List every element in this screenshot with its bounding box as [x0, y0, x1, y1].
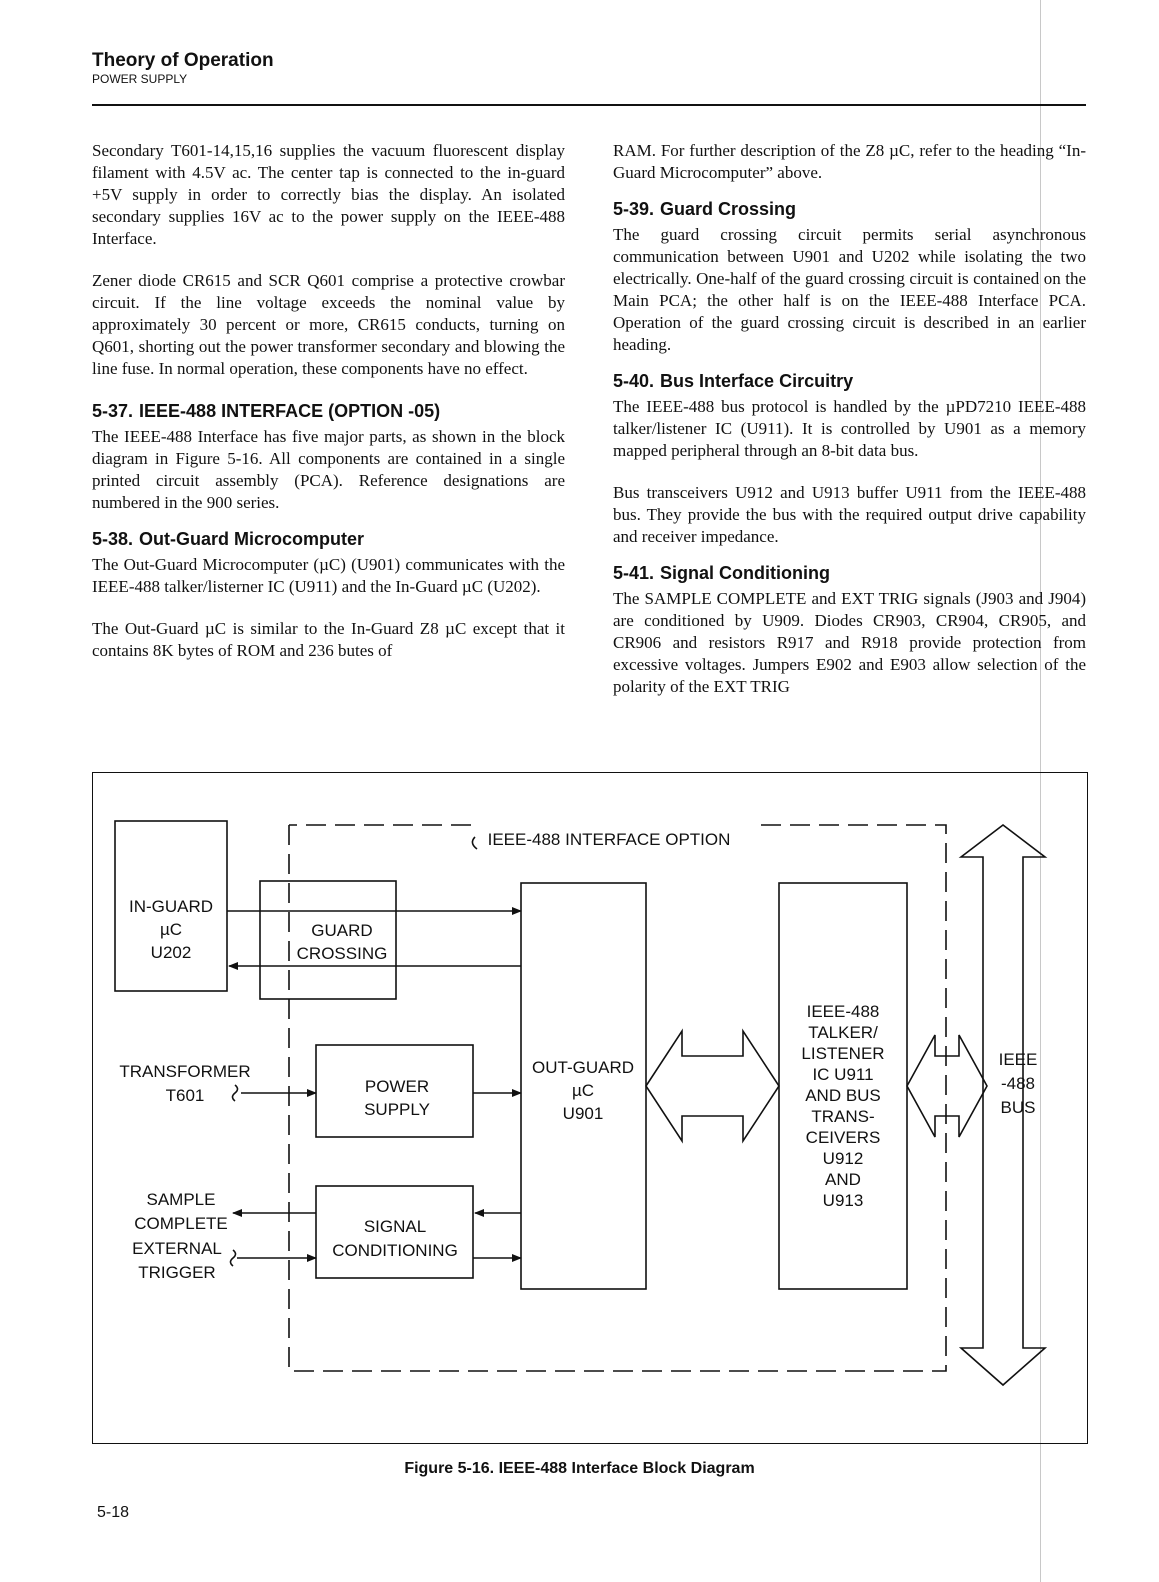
talker-label: TALKER/ [808, 1023, 878, 1042]
section-title: Signal Conditioning [660, 563, 831, 583]
talker-label: U912 [822, 1149, 864, 1168]
guard-crossing-label: GUARD [311, 921, 373, 940]
section-number: 5-40. [613, 371, 655, 391]
transformer-label: TRANSFORMER [119, 1062, 251, 1081]
transformer-label: T601 [165, 1086, 205, 1105]
option-label-mark [472, 837, 477, 849]
paragraph: The SAMPLE COMPLETE and EXT TRIG signals (J903 and J904) are conditioned by U909. Diodes CR903, CR904, CR905, and CR906 and resistors R917 and R918 provide protection from excessive voltages. Jumpers E902 and E903 allow selection of the polarity of the EXT TRIG [613, 589, 1086, 696]
talker-label: TRANS- [811, 1107, 875, 1126]
talker-label: LISTENER [801, 1044, 885, 1063]
outguard-label: µC [571, 1081, 595, 1100]
bus-label: IEEE [998, 1050, 1038, 1069]
page-number: 5-18 [97, 1504, 130, 1521]
section-number: 5-37. [92, 401, 134, 421]
paragraph: The guard crossing circuit permits serial asynchronous communication between U901 and U202 while isolating the two electrically. One-half of the guard crossing circuit is contained on the Main PCA; the other half is on the IEEE-488 Interface PCA. Operation of the guard crossing circuit is described in an earlier heading. [613, 225, 1086, 354]
section-number: 5-38. [92, 529, 134, 549]
bus-label: -488 [1000, 1074, 1036, 1093]
right-column [613, 140, 1086, 718]
paragraph: The Out-Guard µC is similar to the In-Guard Z8 µC except that it contains 8K bytes of ROM and 236 butes of [92, 619, 565, 660]
block-diagram [93, 773, 1087, 1443]
section-title: IEEE-488 INTERFACE (OPTION -05) [139, 401, 441, 421]
guard-crossing-label: CROSSING [296, 944, 388, 963]
signal-conditioning-label: CONDITIONING [332, 1241, 458, 1260]
outguard-label: U901 [562, 1104, 604, 1123]
guard-crossing-block [260, 881, 396, 999]
paragraph: The IEEE-488 bus protocol is handled by the µPD7210 IEEE-488 talker/listener IC (U911). It is controlled by U901 as a memory mapped peripheral through an 8-bit data bus. [613, 397, 1086, 460]
talker-label: IEEE-488 [806, 1002, 880, 1021]
talker-label: AND [825, 1170, 861, 1189]
talker-label: U913 [822, 1191, 864, 1210]
paragraph: The IEEE-488 Interface has five major parts, as shown in the block diagram in Figure 5-16. All components are contained in a single printed circuit assembly (PCA). Reference designations are numbered in the 900 series. [92, 427, 565, 512]
bus-arrow-talker-bus [907, 1035, 987, 1137]
sample-label: COMPLETE [134, 1214, 228, 1233]
outguard-label: OUT-GUARD [532, 1058, 634, 1077]
talker-label: CEIVERS [805, 1128, 881, 1147]
header-rule [92, 104, 1086, 106]
paragraph: Zener diode CR615 and SCR Q601 comprise a protective crowbar circuit. If the line voltage exceeds the nominal value by approximately 30 percent or more, CR615 conducts, turning on Q601, shorting out the power transformer secondary and blowing the line fuse. In normal operation, these components have no effect. [92, 271, 565, 378]
header-title: Theory of Operation [92, 50, 274, 71]
paragraph: Secondary T601-14,15,16 supplies the vacuum fluorescent display filament with 4.5V ac. The center tap is connected to the in-guard +5V supply in order to correctly bias the display. An isolated secondary supplies 16V ac to the power supply on the IEEE-488 Interface. [92, 141, 565, 248]
block-diagram-figure [92, 772, 1088, 1444]
section-number: 5-41. [613, 563, 655, 583]
section-title: Bus Interface Circuitry [660, 371, 854, 391]
external-label: EXTERNAL [132, 1239, 222, 1258]
power-supply-label: SUPPLY [364, 1100, 430, 1119]
sample-label: SAMPLE [146, 1190, 216, 1209]
left-column [92, 140, 565, 682]
bus-arrow-outguard-talker [646, 1031, 779, 1141]
transformer-connector [233, 1085, 238, 1101]
inguard-label: IN-GUARD [128, 897, 214, 916]
section-title: Out-Guard Microcomputer [139, 529, 365, 549]
figure-caption: Figure 5-16. IEEE-488 Interface Block Diagram [404, 1460, 755, 1477]
section-heading [92, 400, 565, 422]
inguard-label: µC [159, 920, 183, 939]
power-supply-label: POWER [364, 1077, 430, 1096]
talker-label: AND BUS [805, 1086, 881, 1105]
paragraph: The Out-Guard Microcomputer (µC) (U901) communicates with the IEEE-488 talker/listerner IC (U911) and the In-Guard µC (U202). [92, 555, 565, 596]
bus-label: BUS [1000, 1098, 1036, 1117]
inguard-label: U202 [150, 943, 192, 962]
section-heading [613, 562, 1086, 584]
signal-conditioning-label: SIGNAL [363, 1217, 427, 1236]
section-title: Guard Crossing [660, 199, 797, 219]
section-heading [613, 370, 1086, 392]
section-heading [613, 198, 1086, 220]
header-subtitle: POWER SUPPLY [92, 72, 188, 86]
option-label: IEEE-488 INTERFACE OPTION [487, 830, 731, 849]
trigger-connector [231, 1250, 236, 1266]
talker-label: IC U911 [812, 1065, 874, 1084]
paragraph: Bus transceivers U912 and U913 buffer U911 from the IEEE-488 bus. They provide the bus with the required output drive capability and receiver impedance. [613, 483, 1086, 546]
section-heading [92, 528, 565, 550]
external-label: TRIGGER [138, 1263, 216, 1282]
paragraph: RAM. For further description of the Z8 µC, refer to the heading “In-Guard Microcomputer” above. [613, 141, 1086, 182]
section-number: 5-39. [613, 199, 655, 219]
